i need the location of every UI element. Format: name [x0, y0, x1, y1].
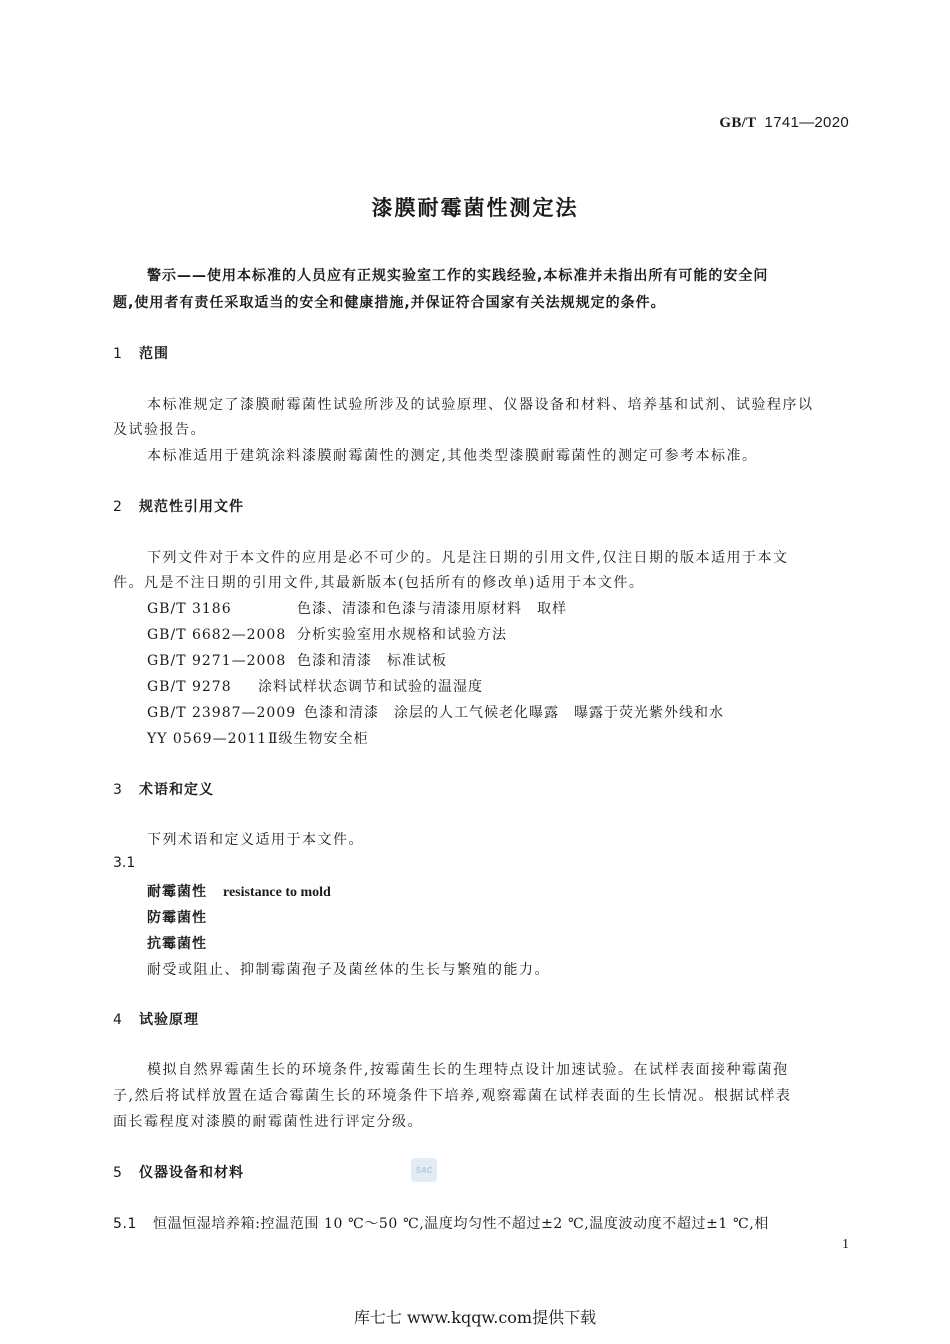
section-3-intro: 下列术语和定义适用于本文件。	[147, 832, 364, 848]
standard-number: 1741—2020	[764, 114, 849, 131]
clause-number: 5.1	[113, 1216, 138, 1232]
standard-prefix: GB/T	[719, 115, 757, 131]
section-number: 4	[113, 1012, 123, 1028]
term-definition: 耐受或阻止、抑制霉菌孢子及菌丝体的生长与繁殖的能力。	[147, 962, 550, 978]
section-number: 3	[113, 782, 123, 798]
reference-item	[147, 728, 369, 748]
section-title: 规范性引用文件	[139, 499, 244, 515]
reference-code: YY 0569—2011	[147, 731, 268, 747]
reference-code: GB/T 9278	[147, 679, 232, 695]
document-title: 漆膜耐霉菌性测定法	[371, 196, 579, 220]
term-synonym-2: 抗霉菌性	[147, 936, 207, 952]
reference-code: GB/T 6682—2008	[147, 627, 287, 643]
section-1-para-1-line-2: 及试验报告。	[113, 422, 206, 438]
section-1-para-1-line-1: 本标准规定了漆膜耐霉菌性试验所涉及的试验原理、仪器设备和材料、培养基和试剂、试验程序以	[147, 397, 814, 413]
reference-title: 色漆和清漆 标准试板	[297, 653, 447, 669]
warning-line-1: 警示——使用本标准的人员应有正规实验室工作的实践经验,本标准并未指出所有可能的安全问	[147, 268, 769, 284]
section-4-heading	[113, 1009, 199, 1029]
reference-item	[147, 598, 567, 618]
clause-text: 恒温恒湿培养箱:控温范围 10 ℃～50 ℃,温度均匀性不超过±2 ℃,温度波动度不超过±1 ℃,相	[153, 1216, 769, 1232]
reference-code: GB/T 9271—2008	[147, 653, 287, 669]
section-5-heading	[113, 1162, 244, 1182]
standard-header	[719, 114, 849, 132]
reference-title: 色漆和清漆 涂层的人工气候老化曝露 曝露于荧光紫外线和水	[304, 705, 724, 721]
reference-title: 涂料试样状态调节和试验的温湿度	[258, 679, 483, 695]
reference-title: 色漆、清漆和色漆与清漆用原材料 取样	[297, 601, 567, 617]
clause-5-1	[113, 1213, 769, 1233]
section-2-intro-line-1: 下列文件对于本文件的应用是必不可少的。凡是注日期的引用文件,仅注日期的版本适用于本文	[147, 550, 789, 566]
section-1-para-2: 本标准适用于建筑涂料漆膜耐霉菌性的测定,其他类型漆膜耐霉菌性的测定可参考本标准。	[147, 448, 758, 464]
reference-item	[147, 676, 483, 696]
reference-item	[147, 650, 447, 670]
reference-title: Ⅱ级生物安全柜	[268, 731, 369, 747]
section-title: 术语和定义	[139, 782, 214, 798]
section-number: 2	[113, 499, 123, 515]
reference-item	[147, 702, 724, 722]
section-2-intro-line-2: 件。凡是不注日期的引用文件,其最新版本(包括所有的修改单)适用于本文件。	[113, 575, 645, 591]
term-chinese: 耐霉菌性	[147, 884, 207, 900]
section-2-heading	[113, 496, 244, 516]
reference-title: 分析实验室用水规格和试验方法	[297, 627, 507, 643]
section-number: 5	[113, 1165, 123, 1181]
section-4-line-2: 子,然后将试样放置在适合霉菌生长的环境条件下培养,观察霉菌在试样表面的生长情况。根据试样表	[113, 1088, 792, 1104]
section-number: 1	[113, 346, 123, 362]
section-title: 范围	[139, 346, 169, 362]
reference-item	[147, 624, 507, 644]
section-4-line-3: 面长霉程度对漆膜的耐霉菌性进行评定分级。	[113, 1114, 423, 1130]
section-3-heading	[113, 779, 214, 799]
section-4-line-1: 模拟自然界霉菌生长的环境条件,按霉菌生长的生理特点设计加速试验。在试样表面接种霉菌孢	[147, 1062, 789, 1078]
section-title: 试验原理	[139, 1012, 199, 1028]
term-synonym-1: 防霉菌性	[147, 910, 207, 926]
download-footer: 库七七 www.kqqw.com提供下载	[353, 1308, 597, 1327]
reference-code: GB/T 23987—2009	[147, 705, 297, 721]
term-entry	[147, 881, 331, 901]
page-number: 1	[842, 1237, 849, 1252]
section-1-heading	[113, 343, 169, 363]
sac-logo-icon: SAC	[411, 1158, 437, 1182]
section-title: 仪器设备和材料	[139, 1165, 244, 1181]
warning-line-2: 题,使用者有责任采取适当的安全和健康措施,并保证符合国家有关法规规定的条件。	[113, 295, 666, 311]
reference-code: GB/T 3186	[147, 601, 232, 617]
term-english: resistance to mold	[223, 885, 331, 900]
clause-number: 3.1	[113, 855, 136, 871]
